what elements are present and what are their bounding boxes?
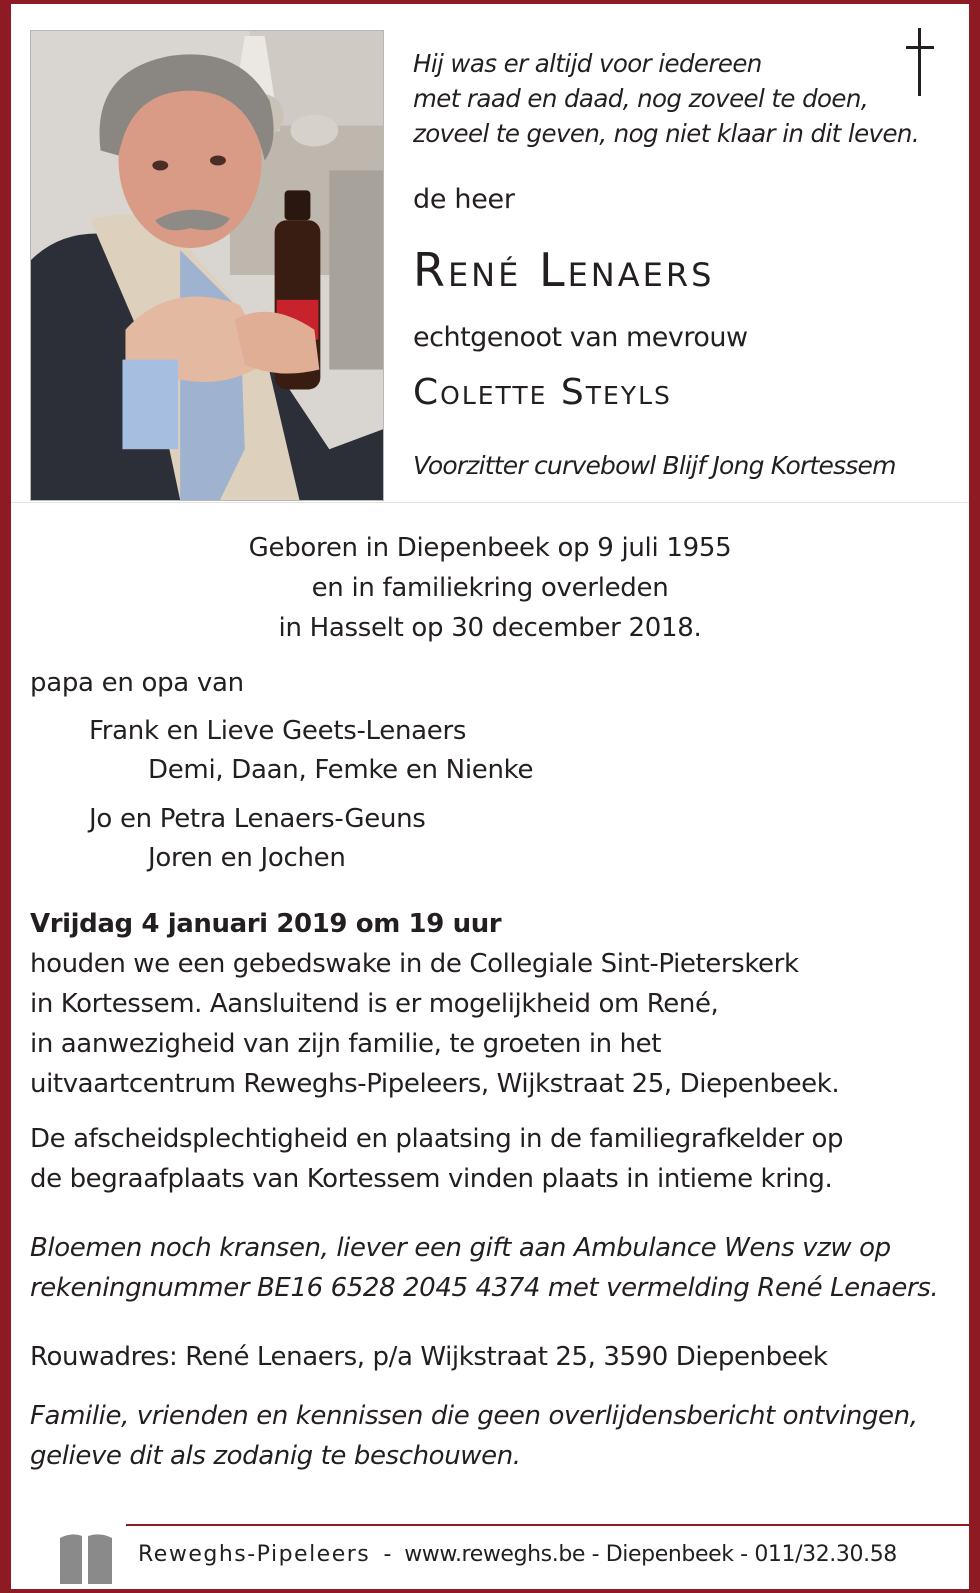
poem: [413, 46, 933, 151]
birth-death-details: [11, 528, 969, 648]
child-name: Frank en Lieve Geets-Lenaers: [89, 716, 467, 746]
wake-heading: Vrijdag 4 januari 2019 om 19 uur: [30, 909, 502, 939]
poem-line: zoveel te geven, nog niet klaar in dit leven.: [413, 119, 920, 148]
portrait-illustration: [31, 31, 383, 500]
spouse-intro: echtgenoot van mevrouw: [413, 322, 748, 353]
footer-rule: [126, 1524, 970, 1526]
footer-separator: -: [591, 1542, 600, 1567]
wake-line: in Kortessem. Aansluitend is er mogelijkheid om René,: [30, 989, 719, 1019]
wake-line: uitvaartcentrum Reweghs-Pipeleers, Wijkstraat 25, Diepenbeek.: [30, 1069, 840, 1099]
poem-line: Hij was er altijd voor iedereen: [413, 49, 762, 78]
footer-separator: -: [383, 1542, 391, 1567]
family-intro: papa en opa van: [30, 668, 244, 698]
birth-line: Geboren in Diepenbeek op 9 juli 1955: [248, 533, 732, 563]
notice-line: Familie, vrienden en kennissen die geen overlijdensbericht ontvingen,: [30, 1401, 918, 1431]
child-name: Jo en Petra Lenaers-Geuns: [89, 804, 426, 834]
footer-separator: -: [740, 1542, 748, 1567]
section-divider: [11, 502, 969, 503]
poem-line: met raad en daad, nog zoveel te doen,: [413, 84, 869, 113]
footer-phone: 011/32.30.58: [754, 1542, 897, 1567]
footer-website-link[interactable]: www.reweghs.be: [404, 1542, 586, 1567]
salutation: de heer: [413, 184, 515, 215]
grandchildren-names: Joren en Jochen: [148, 843, 346, 873]
death-line: en in familiekring overleden: [311, 573, 669, 603]
wake-line: in aanwezigheid van zijn familie, te groeten in het: [30, 1029, 662, 1059]
deceased-name: René Lenaers: [413, 243, 715, 297]
wake-line: houden we een gebedswake in de Collegiale Sint-Pieterskerk: [30, 949, 799, 979]
notice-line: gelieve dit als zodanig te beschouwen.: [30, 1441, 521, 1471]
funeral-home-logo-icon: [58, 1532, 114, 1584]
farewell-line: de begraafplaats van Kortessem vinden plaats in intieme kring.: [30, 1164, 833, 1194]
mourning-address: Rouwadres: René Lenaers, p/a Wijkstraat 25, 3590 Diepenbeek: [30, 1342, 828, 1372]
flowers-section: [30, 1228, 960, 1308]
grandchildren-names: Demi, Daan, Femke en Nienke: [148, 755, 534, 785]
portrait-photo: [30, 30, 384, 501]
footer-town: Diepenbeek: [605, 1542, 734, 1567]
farewell-section: [30, 1119, 960, 1199]
spouse-name: Colette Steyls: [413, 372, 672, 413]
flowers-line: rekeningnummer BE16 6528 2045 4374 met vermelding René Lenaers.: [30, 1273, 939, 1303]
flowers-line: Bloemen noch kransen, liever een gift aan Ambulance Wens vzw op: [30, 1233, 891, 1263]
farewell-line: De afscheidsplechtigheid en plaatsing in de familiegrafkelder op: [30, 1124, 844, 1154]
role-description: Voorzitter curvebowl Blijf Jong Kortessem: [413, 451, 896, 480]
footer-contact: [138, 1542, 897, 1567]
footer-company: Reweghs-Pipeleers: [138, 1542, 371, 1567]
death-place-line: in Hasselt op 30 december 2018.: [278, 613, 702, 643]
wake-section: [30, 904, 960, 1104]
notice-section: [30, 1396, 960, 1476]
